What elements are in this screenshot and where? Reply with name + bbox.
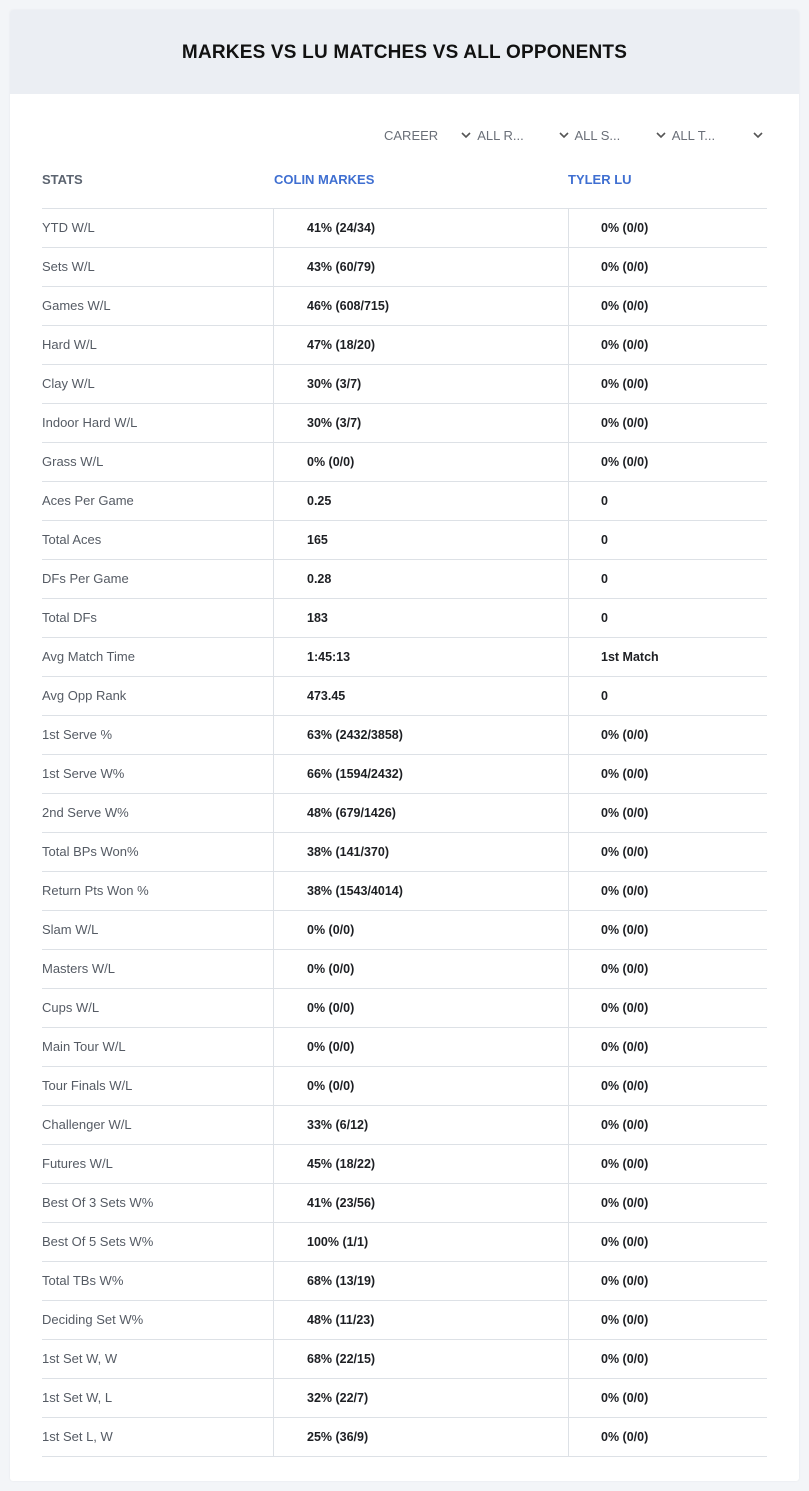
table-row [42,326,767,365]
table-header [42,170,767,209]
player1-value: 38% (1543/4014) [273,872,571,910]
player1-value: 0.28 [273,560,571,598]
player1-value: 45% (18/22) [273,1145,571,1183]
player1-value: 41% (24/34) [273,209,571,247]
player1-value: 33% (6/12) [273,1106,571,1144]
player2-value: 0% (0/0) [568,872,767,910]
filter-surface-dropdown[interactable] [575,126,672,146]
player2-value: 0% (0/0) [568,911,767,949]
row-label: Indoor Hard W/L [42,415,138,430]
player2-value: 0% (0/0) [568,443,767,481]
row-label: Return Pts Won % [42,883,149,898]
player2-value: 0% (0/0) [568,1262,767,1300]
table-row [42,1028,767,1067]
player1-value: 68% (22/15) [273,1340,571,1378]
row-label: Total Aces [42,532,102,547]
player2-value: 0% (0/0) [568,326,767,364]
player1-value: 32% (22/7) [273,1379,571,1417]
table-row [42,560,767,599]
row-label: 1st Set L, W [42,1429,113,1444]
table-row [42,482,767,521]
player2-value: 0% (0/0) [568,209,767,247]
row-label: Grass W/L [42,454,104,469]
player2-value: 0% (0/0) [568,248,767,286]
table-row [42,248,767,287]
table-row [42,287,767,326]
page-title: MARKES VS LU MATCHES VS ALL OPPONENTS [181,41,628,63]
player2-value: 0 [568,560,767,598]
row-label: Masters W/L [42,961,115,976]
filter-tournament-label: ALL T... [671,128,716,143]
table-row [42,1145,767,1184]
player2-value: 0% (0/0) [568,404,767,442]
player1-value: 0.25 [273,482,571,520]
player2-value: 0 [568,521,767,559]
row-label: Tour Finals W/L [42,1078,133,1093]
filter-round-label: ALL R... [477,128,524,143]
player1-value: 30% (3/7) [273,404,571,442]
table-row [42,989,767,1028]
table-row [42,404,767,443]
player2-value: 0 [568,482,767,520]
row-label: Best Of 5 Sets W% [42,1234,154,1249]
player2-value: 0% (0/0) [568,794,767,832]
row-label: 1st Set W, L [42,1390,113,1405]
player1-value: 48% (679/1426) [273,794,571,832]
player2-value: 0 [568,599,767,637]
row-label: Total DFs [42,610,97,625]
row-label: DFs Per Game [42,571,129,586]
player1-value: 183 [273,599,571,637]
player2-value: 0% (0/0) [568,1340,767,1378]
player1-value: 63% (2432/3858) [273,716,571,754]
row-label: Best Of 3 Sets W% [42,1195,154,1210]
player1-value: 0% (0/0) [273,1028,571,1066]
player1-value: 47% (18/20) [273,326,571,364]
column-header-player1-link[interactable]: COLIN MARKES [274,172,375,187]
player1-value: 41% (23/56) [273,1184,571,1222]
row-label: Aces Per Game [42,493,134,508]
player2-value: 0% (0/0) [568,950,767,988]
filter-round-dropdown[interactable] [477,126,574,146]
player2-value: 0 [568,677,767,715]
player2-value: 0% (0/0) [568,1223,767,1261]
filter-surface-label: ALL S... [574,128,621,143]
row-label: Avg Match Time [42,649,135,664]
row-label: Total BPs Won% [42,844,139,859]
row-label: Futures W/L [42,1156,113,1171]
column-header-player2-link[interactable]: TYLER LU [568,172,632,187]
table-row [42,950,767,989]
player2-value: 0% (0/0) [568,1184,767,1222]
player1-value: 48% (11/23) [273,1301,571,1339]
column-header-stats: STATS [42,172,83,187]
table-row [42,1379,767,1418]
player2-value: 0% (0/0) [568,755,767,793]
row-label: Main Tour W/L [42,1039,126,1054]
player1-value: 1:45:13 [273,638,571,676]
stats-table [42,170,767,1457]
table-row [42,1106,767,1145]
filter-bar [380,126,769,146]
player2-value: 0% (0/0) [568,716,767,754]
player1-value: 0% (0/0) [273,989,571,1027]
chevron-down-icon [753,130,763,140]
row-label: Cups W/L [42,1000,100,1015]
table-row [42,443,767,482]
filter-period-label: CAREER [384,128,439,143]
row-label: Deciding Set W% [42,1312,144,1327]
row-label: 1st Set W, W [42,1351,118,1366]
table-row [42,755,767,794]
row-label: Avg Opp Rank [42,688,127,703]
chevron-down-icon [559,130,569,140]
player2-value: 0% (0/0) [568,1067,767,1105]
player1-value: 165 [273,521,571,559]
table-row [42,521,767,560]
table-row [42,1262,767,1301]
player2-value: 1st Match [568,638,767,676]
player1-value: 38% (141/370) [273,833,571,871]
table-row [42,599,767,638]
table-row [42,1301,767,1340]
player1-value: 473.45 [273,677,571,715]
row-label: Sets W/L [42,259,95,274]
player1-value: 46% (608/715) [273,287,571,325]
player2-value: 0% (0/0) [568,365,767,403]
table-row [42,1340,767,1379]
player2-value: 0% (0/0) [568,1418,767,1456]
chevron-down-icon [461,130,471,140]
row-label: YTD W/L [42,220,95,235]
player2-value: 0% (0/0) [568,287,767,325]
table-row [42,677,767,716]
player2-value: 0% (0/0) [568,1028,767,1066]
row-label: Games W/L [42,298,111,313]
row-label: Total TBs W% [42,1273,124,1288]
table-row [42,1418,767,1457]
table-row [42,365,767,404]
stats-card [10,10,799,1481]
table-body [42,209,767,1457]
table-row [42,1184,767,1223]
player2-value: 0% (0/0) [568,1301,767,1339]
chevron-down-icon [656,130,666,140]
player2-value: 0% (0/0) [568,989,767,1027]
player2-value: 0% (0/0) [568,1106,767,1144]
filter-tournament-dropdown[interactable] [672,126,769,146]
player1-value: 43% (60/79) [273,248,571,286]
table-row [42,716,767,755]
table-row [42,833,767,872]
player1-value: 25% (36/9) [273,1418,571,1456]
player1-value: 0% (0/0) [273,443,571,481]
table-row [42,209,767,248]
table-row [42,1223,767,1262]
table-row [42,911,767,950]
table-row [42,638,767,677]
row-label: Challenger W/L [42,1117,132,1132]
row-label: 1st Serve W% [42,766,125,781]
row-label: Hard W/L [42,337,97,352]
player2-value: 0% (0/0) [568,1145,767,1183]
table-row [42,794,767,833]
row-label: 2nd Serve W% [42,805,129,820]
player1-value: 0% (0/0) [273,950,571,988]
card-header [10,10,799,94]
row-label: Slam W/L [42,922,99,937]
table-row [42,872,767,911]
player2-value: 0% (0/0) [568,1379,767,1417]
row-label: 1st Serve % [42,727,113,742]
player1-value: 100% (1/1) [273,1223,571,1261]
player2-value: 0% (0/0) [568,833,767,871]
player1-value: 68% (13/19) [273,1262,571,1300]
filter-period-dropdown[interactable] [380,126,477,146]
player1-value: 0% (0/0) [273,911,571,949]
row-label: Clay W/L [42,376,95,391]
player1-value: 66% (1594/2432) [273,755,571,793]
table-row [42,1067,767,1106]
player1-value: 0% (0/0) [273,1067,571,1105]
player1-value: 30% (3/7) [273,365,571,403]
